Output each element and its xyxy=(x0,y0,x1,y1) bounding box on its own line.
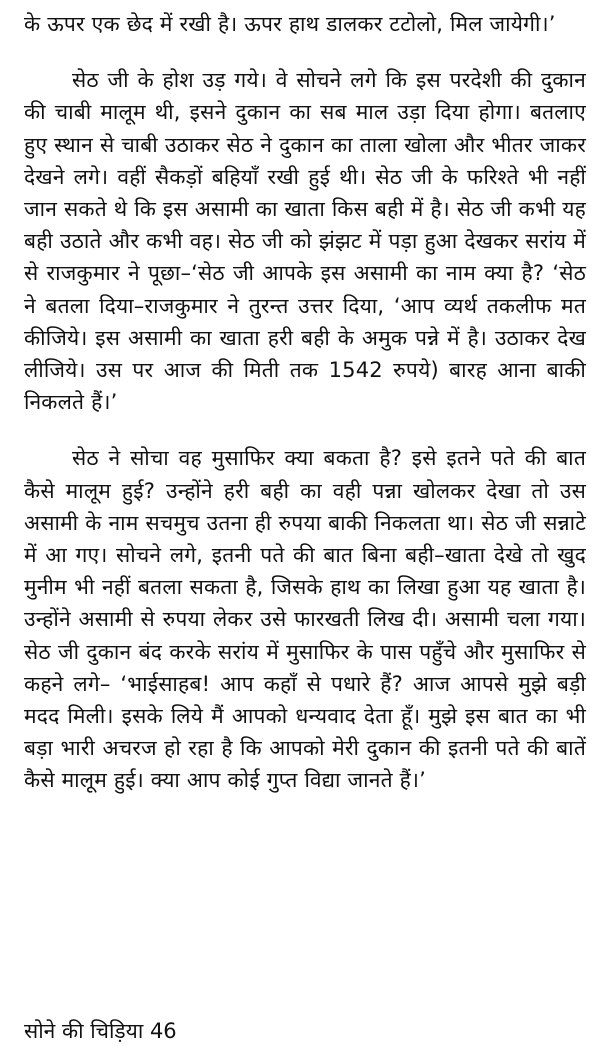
paragraph-continuation: के ऊपर एक छेद में रखी है। ऊपर हाथ डालकर टटोलो, मिल जायेगी।’ xyxy=(24,12,556,36)
paragraph-seth-finds-key: सेठ जी के होश उड़ गये। वे सोचने लगे कि इस परदेशी की दुकान की चाबी मालूम थी, इसने दुकान का सब माल उड़ा दिया होगा। बतलाए हुए स्थान से चाबी उठाकर सेठ ने दुकान का ताला खोला और भीतर जाकर देखने लगे। वहीं सैकड़ों बहियाँ रखी हुई थी। सेठ जी के फरिश्ते भी नहीं जान सकते थे कि इस असामी का खाता किस बही में है। सेठ जी कभी यह बही उठाते और कभी वह। सेठ जी को झंझट में पड़ा हुआ देखकर सरांय में से राजकुमार ने पूछा–‘सेठ जी आपके इस असामी का नाम क्या है? ‘सेठ ने बतला दिया–राजकुमार ने तुरन्त उत्तर दिया, ‘आप व्यर्थ तकलीफ मत कीजिये। इस असामी का खाता हरी बही के अमुक पन्ने में है। उठाकर देख लीजिये। उस पर आज की मिती तक 1542 रुपये) बारह आना बाकी निकलते हैं।’ xyxy=(24,68,586,415)
page-footer: सोने की चिड़िया 46 xyxy=(24,1019,177,1043)
paragraph-seth-asks-traveller: सेठ ने सोचा वह मुसाफिर क्या बकता है? इसे इतने पते की बात कैसे मालूम हुई? उन्होंने हरी बही का वही पन्ना खोलकर देखा तो उस असामी के नाम सचमुच उतना ही रुपया बाकी निकलता था। सेठ जी सन्नाटे में आ गए। सोचने लगे, इतनी पते की बात बिना बही–खाता देखे तो खुद मुनीम भी नहीं बतला सकता है, जिसके हाथ का लिखा हुआ यह खाता है। उन्होंने असामी से रुपया लेकर उसे फारखती लिख दी। असामी चला गया। सेठ जी दुकान बंद करके सरांय में मुसाफिर के पास पहुँचे और मुसाफिर से कहने लगे– ‘भाईसाहब! आप कहाँ से पधारे हैं? आज आपसे मुझे बड़ी मदद मिली। इसके लिये मैं आपको धन्यवाद देता हूँ। मुझे इस बात का भी बड़ा भारी अचरज हो रहा है कि आपको मेरी दुकान की इतनी पते की बातें कैसे मालूम हुई। क्या आप कोई गुप्त विद्या जानते हैं।’ xyxy=(24,446,586,793)
